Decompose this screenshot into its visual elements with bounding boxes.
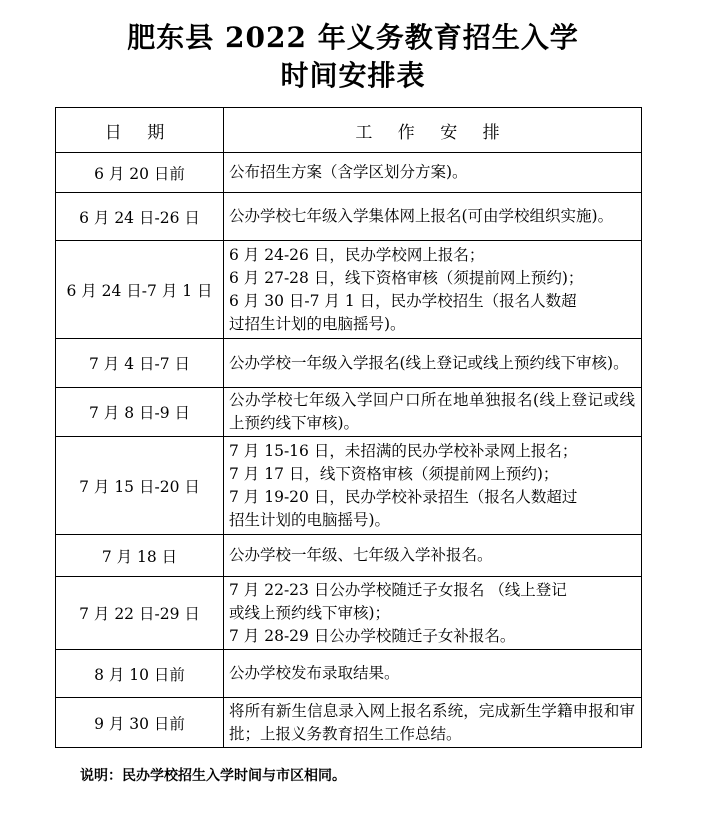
date-cell: 7 月 18 日 [56,535,224,577]
table-row [56,577,642,650]
date-cell: 7 月 4 日-7 日 [56,339,224,388]
task-cell: 将所有新生信息录入网上报名系统，完成新生学籍申报和审批；上报义务教育招生工作总结。 [224,698,642,748]
task-line: 6 月 30 日-7 月 1 日，民办学校招生（报名人数超 [229,291,577,310]
table-row [56,650,642,698]
footnote: 说明：民办学校招生入学时间与市区相同。 [80,768,346,784]
task-cell: 公办学校一年级、七年级入学补报名。 [224,535,642,577]
date-cell: 6 月 24 日-26 日 [56,193,224,241]
task-line: 或线上预约线下审核)； [229,603,391,622]
title-line-2: 时间安排表 [280,59,426,92]
task-line: 招生计划的电脑摇号)。 [229,510,391,529]
schedule-table [55,107,642,748]
task-line: 6 月 24-26 日，民办学校网上报名； [229,245,485,264]
task-line: 7 月 22-23 日公办学校随迁子女报名 （线上登记 [229,580,567,599]
title-line-1: 肥东县 2022 年义务教育招生入学 [127,21,579,54]
task-cell: 公办学校七年级入学集体网上报名(可由学校组织实施)。 [224,193,642,241]
task-cell [224,241,642,339]
date-cell: 7 月 22 日-29 日 [56,577,224,650]
table-row [56,193,642,241]
date-cell: 9 月 30 日前 [56,698,224,748]
task-line: 7 月 19-20 日，民办学校补录招生（报名人数超过 [229,487,578,506]
task-line: 7 月 28-29 日公办学校随迁子女补报名。 [229,626,516,645]
task-line: 7 月 15-16 日，未招满的民办学校补录网上报名； [229,441,578,460]
date-cell: 6 月 20 日前 [56,153,224,193]
date-cell: 7 月 8 日-9 日 [56,388,224,437]
table-row [56,339,642,388]
table-row [56,698,642,748]
table-row [56,388,642,437]
task-line: 过招生计划的电脑摇号)。 [229,314,406,333]
date-cell: 6 月 24 日-7 月 1 日 [56,241,224,339]
task-cell: 公办学校七年级入学回户口所在地单独报名(线上登记或线上预约线下审核)。 [224,388,642,437]
task-line: 7 月 17 日，线下资格审核（须提前网上预约)； [229,464,559,483]
table-header-row [56,108,642,153]
date-cell: 8 月 10 日前 [56,650,224,698]
task-line: 6 月 27-28 日，线下资格审核（须提前网上预约)； [229,268,584,287]
table-row [56,153,642,193]
task-cell [224,577,642,650]
table-row [56,241,642,339]
date-cell: 7 月 15 日-20 日 [56,437,224,535]
table-row [56,437,642,535]
task-cell: 公办学校一年级入学报名(线上登记或线上预约线下审核)。 [224,339,642,388]
header-date: 日 期 [56,108,224,153]
header-task: 工 作 安 排 [224,108,642,153]
task-cell [224,437,642,535]
task-cell: 公布招生方案（含学区划分方案)。 [224,153,642,193]
table-row [56,535,642,577]
task-cell: 公办学校发布录取结果。 [224,650,642,698]
